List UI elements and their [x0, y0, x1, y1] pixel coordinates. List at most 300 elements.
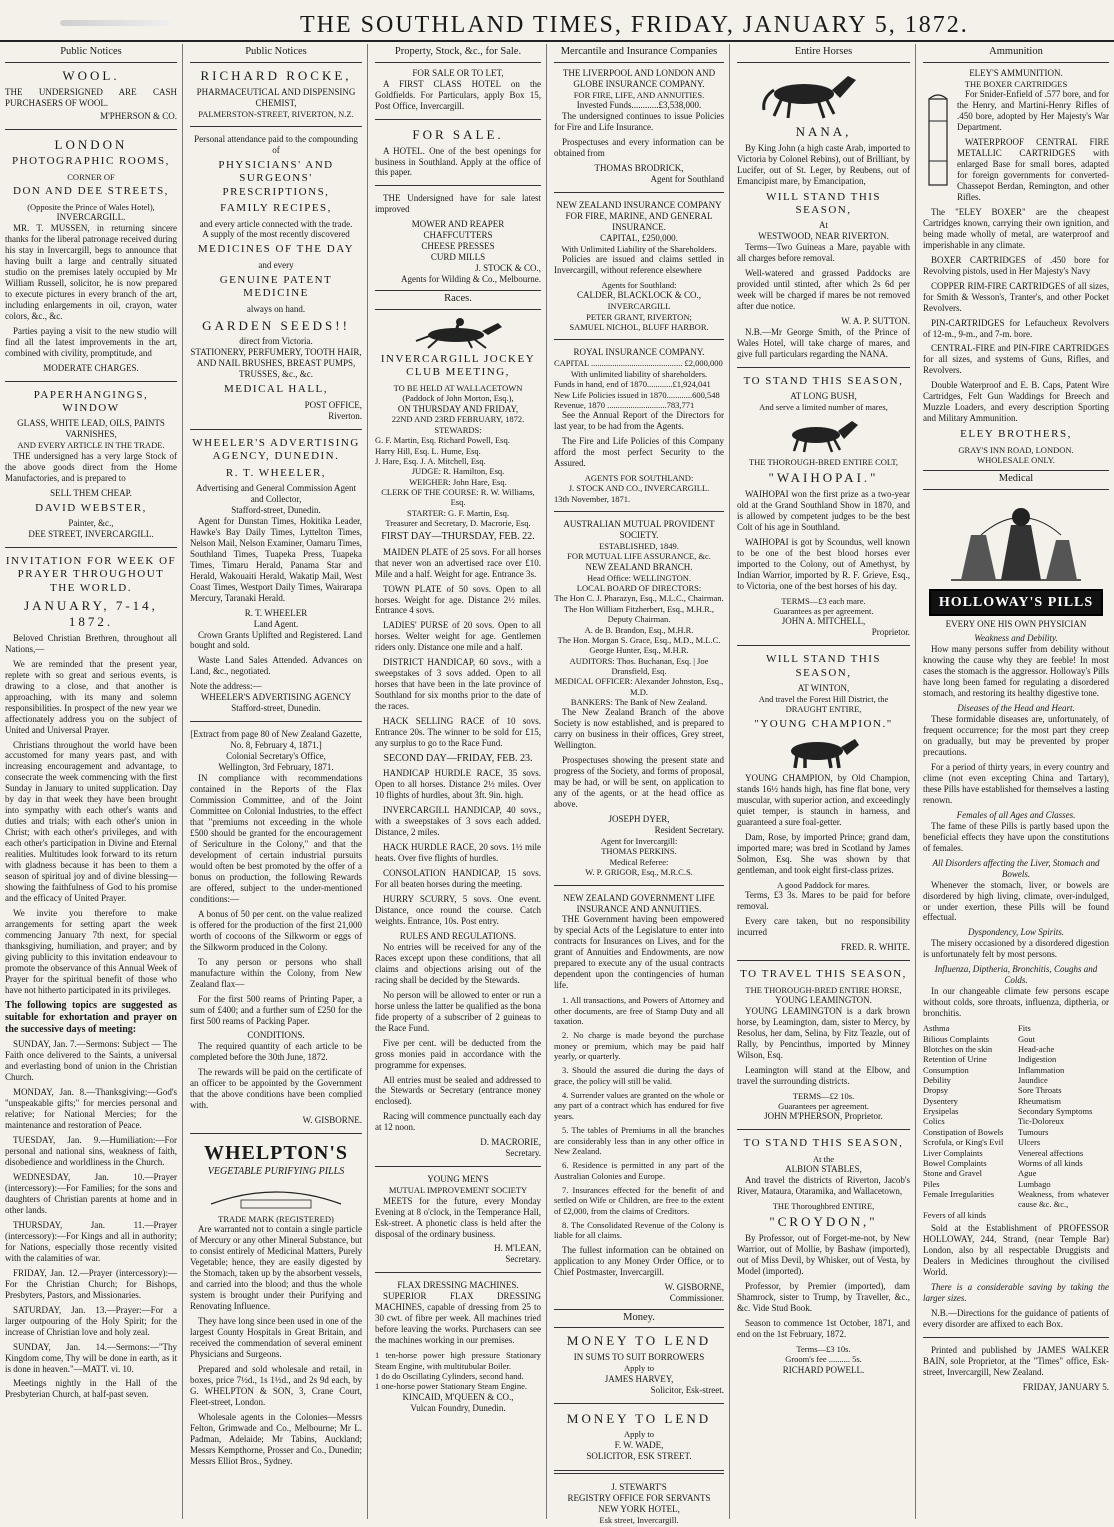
ad-line: (Opposite the Prince of Wales Hotel), [27, 201, 155, 212]
med-subhead: Diseases of the Head and Heart. [957, 703, 1075, 714]
race-entry: TOWN PLATE of 50 sovs. Open to all horses. Weight for age. Distance 2½ miles. Entrance 4 sovs. [375, 583, 541, 616]
ad-line: THOMAS PERKINS. [601, 846, 677, 857]
ad-title: MONEY TO LEND [566, 1333, 712, 1349]
ad-line: FOR FIRE, LIFE, AND ANNUITIES. [573, 89, 705, 100]
horse-terms: Terms, £3 3s. Mares to be paid for before removal. [737, 890, 910, 912]
ad-subtitle: PHOTOGRAPHIC ROOMS, [12, 155, 170, 168]
notice-para: Christians throughout the world have been accustomed for many years past, and with increasing encouragement and advantage, to consecrate the week commencing with the first Sunday in January to united supplication. Day by day in that week they have been brought into sympathy with each other's wants and duties and trials; with each other's union in Christ; with each other's privileges, and with each other's participation in Divine and Eternal realities. Multitudes look forward to its return with gladness because it has been to them a season of spiritual joy and of divine blessing—showing the faithfulness of God to his promise and the efficacy of United Prayer. [5, 739, 177, 904]
column-property-races [370, 44, 547, 1519]
ad-line: FAMILY RECIPES, [220, 202, 332, 215]
divider [923, 1337, 1109, 1338]
ad-line: Head Office: WELLINGTON. [586, 572, 692, 583]
horse-pedigree: By Professor, out of Forget-me-not, by New Warrior, out of Mollie, by Bashaw (imported), out of Miss Devil, by Whisker, out of Vesta, by Model (imported). [737, 1233, 910, 1277]
race-line: STEWARDS: [434, 424, 482, 435]
ad-line: Apply to [624, 1429, 654, 1440]
ad-body: A FIRST CLASS HOTEL on the Goldfields. For Particulars, apply Box 15, Post Office, Invercargill. [375, 78, 541, 111]
ad-body: Waste Land Sales Attended. Advances on Land, &c., negotiated. [190, 655, 362, 677]
horse-signature: RICHARD POWELL. [782, 1364, 865, 1375]
med-para: These formidable diseases are, unfortunately, of frequent occurrence; for the most part they creep on gradually, but may be prevented by proper precautions. [923, 714, 1109, 757]
whelpton-trademark: TRADE MARK (REGISTERED) [218, 1213, 334, 1224]
ad-clause: 1. All transactions, and Powers of Attorney and other documents, are free of Stamp Duty and all taxation. [554, 995, 724, 1026]
divider [5, 129, 177, 130]
med-subhead: Weakness and Debility. [974, 633, 1058, 644]
ad-body: A HOTEL. One of the best openings for business in Southland. Apply at the office of this paper. [375, 145, 541, 178]
ad-title: LONDON [54, 136, 128, 152]
ad-line: Stafford-street, Dunedin. [231, 504, 321, 515]
divider [190, 429, 362, 430]
column-public-notices-2 [185, 44, 368, 1519]
divider [375, 1166, 541, 1167]
race-rule: No entries will be received for any of the Races except upon these conditions, that all claims and objections arising out of the racing shall be decided by the Stewards. [375, 941, 541, 985]
ad-body: Are warranted not to contain a single particle of Mercury or any other Mineral Substance, but to consist entirely of Medicinal Matters, Purely Vegetable; hence, they are easily digested by the Stomach, taken up by the absorbent vessels, and carried into the blood; and thus the whole system is brought under their Purifying and Renovating Influence. [190, 1224, 362, 1311]
horse-line: Guarantees per agreement. [778, 1101, 869, 1111]
printer-date: FRIDAY, JANUARY 5. [1022, 1381, 1109, 1392]
race-line: ON THURSDAY AND FRIDAY, [397, 403, 519, 414]
ad-line: With unlimited liability of shareholders. [570, 368, 708, 379]
ad-clause: 6. Residence is permitted in any part of the Australian Colonies and Europe. [554, 1160, 724, 1181]
race-day: FIRST DAY—THURSDAY, FEB. 22. [381, 531, 535, 543]
horse-line: Guarantees as per agreement. [773, 606, 874, 616]
ad-line: Funds in hand, end of 1870............£1,924,041 [554, 379, 711, 390]
race-entry: CONSOLATION HANDICAP, 15 sovs. For all beaten horses during the meeting. [375, 868, 541, 889]
divider [190, 1133, 362, 1134]
ailment-item: Erysipelas [923, 1106, 959, 1117]
ad-title: PAPERHANGINGS, WINDOW [33, 388, 149, 414]
ad-line: AUDITORS: Thos. Buchanan, Esq. | Joe Dransfield, Esq. [569, 655, 709, 676]
ad-title: FOR SALE. [412, 126, 504, 142]
ad-line: Land Agent. [253, 618, 299, 629]
horse-body: YOUNG CHAMPION, by Old Champion, stands 16½ hands high, has fine flat bone, very muscular, with superior action, and exceedingly quiet temper, is staunch in harness, and guaranteed a sure foal-getter. [737, 773, 910, 828]
horse-body: WAIHOPAI won the first prize as a two-year old at the Grand Southland Show in 1870, and is allowed by competent judges to be the best Colt of his age in Southland. [737, 488, 910, 532]
whelpton-title: WHELPTON'S [203, 1142, 349, 1165]
horse-place: ALBION STABLES, [785, 1164, 862, 1175]
ad-item: 1 ten-horse power high pressure Stationary Steam Engine, with multitubular Boiler. [375, 1350, 541, 1371]
ailment-item: Female Irregularities [923, 1188, 995, 1199]
horse-body: Leamington will stand at the Elbow, and travel the surrounding districts. [737, 1064, 910, 1086]
ad-line: SAMUEL NICHOL, BLUFF HARBOR. [569, 322, 709, 333]
divider [737, 645, 910, 646]
ailment-item: Sore Throats [1018, 1085, 1062, 1096]
race-rule: All entries must be sealed and addressed to the Stewards or Secretary (entrance money enclosed). [375, 1074, 541, 1107]
divider [375, 185, 541, 186]
ad-line: INVERCARGILL [607, 301, 671, 312]
horse-name: YOUNG LEAMINGTON. [775, 994, 872, 1005]
ad-line: NEW ZEALAND BRANCH. [585, 561, 693, 572]
horse-line: At the [812, 1153, 834, 1164]
ad-item: CURD MILLS [430, 252, 486, 263]
notice-para: We invite you therefore to make arrangements for setting apart the week commencing January 7th next, for special thanksgiving, humiliation, and prayer; and by giving publicity to this invitation endeavour to promote the observance of this Annual Week of Prayer for the spiritual benefit of those who have not hitherto participated in its privileges. [5, 908, 177, 995]
horse-body: Professor, by Premier (imported), dam Shamrock, sister to Trump, by Traveller, &c., &c. Vide Stud Book. [737, 1281, 910, 1314]
ailment-item: Dysentery [923, 1095, 958, 1106]
notice-para: We are reminded that the present year, replete with so great and serious events, is drawing to a close, and that another is approaching, with its many and solemn responsibilities. In prospect of the new year we affectionately address you on the subject of United and Universal Prayer. [5, 658, 177, 735]
ad-line: CAPITAL ........................................... £2,000,000 [554, 358, 723, 369]
ad-line: POST OFFICE, [304, 399, 362, 410]
ad-line: and every article connected with the trade. [199, 218, 353, 229]
ailment-item: Worms of all kinds [1018, 1157, 1083, 1168]
race-line: Harry Hill, Esq. L. Hume, Esq. [375, 445, 481, 456]
ad-title: WHEELER'S ADVERTISING AGENCY, DUNEDIN. [192, 436, 360, 463]
ad-signature: W. GISBORNE, [664, 1281, 724, 1292]
whelpton-trade-mark-icon [201, 1182, 351, 1210]
race-line: J. Hare, Esq. J. A. Mitchell, Esq. [375, 455, 486, 466]
ad-clause: 3. Should the assured die during the days of grace, the policy will still be valid. [554, 1065, 724, 1086]
gazette-body: For the first 500 reams of Printing Paper, a sum of £400; and a further sum of £250 for the first 500 reams of Packing Paper. [190, 993, 362, 1026]
ad-line: VARNISHES, [65, 429, 117, 440]
divider [554, 885, 724, 886]
holloway-engraving-icon [941, 495, 1091, 585]
section-heading: Money. [554, 1309, 724, 1329]
ad-line: MEDICINES OF THE DAY [197, 243, 355, 256]
divider [190, 721, 362, 722]
horse-body: Well-watered and grassed Paddocks are provided until stinted, after which 2s 6d per week will be charged if mares be not removed after due notice. [737, 268, 910, 312]
horse-name: NANA, [795, 123, 852, 139]
ad-line: Vulcan Foundry, Dunedin. [410, 1402, 506, 1413]
ad-body: COPPER RIM-FIRE CARTRIDGES of all sizes, for Smith & Wesson's, Tranter's, and other Pocket Revolvers. [923, 280, 1109, 313]
ad-body: MEETS for the future, every Monday Evening at 8 o'clock, in the Temperance Hall, Esk-street. A phonetic class is held after the disposal of the ordinary business. [375, 1195, 541, 1239]
ad-line: IN SUMS TO SUIT BORROWERS [573, 1352, 705, 1363]
ad-line: PALMERSTON-STREET, RIVERTON, N.Z. [198, 108, 354, 119]
ad-signature: JOSEPH DYER, [608, 814, 670, 825]
racehorse-jockey-icon [398, 315, 518, 349]
ailment-item: Inflammation [1018, 1064, 1065, 1075]
column-ammunition-medical [918, 44, 1114, 1519]
ad-body: MR. T. MUSSEN, in returning sincere thanks for the liberal patronage received during his stay in Invercargill, begs to announce that having built a large and centrally situated studio on the premises lately occupied by Mr William Russell, solicitor, he is now prepared to execute pictures in every branch of the art, including enlargements in oil, crayon, water colors, &c., &c. [5, 222, 177, 321]
med-para: Whenever the stomach, liver, or bowels are disordered by high living, climate, over-indulged, or under exertion, these Pills will be found effectual. [923, 879, 1109, 923]
ad-line: GRAY'S INN ROAD, LONDON. [958, 444, 1074, 455]
horse-name: "YOUNG CHAMPION." [754, 717, 893, 730]
ad-title: WOOL. [62, 67, 120, 83]
ad-signature: R. T. WHEELER [244, 607, 308, 618]
ad-line: Painter, &c., [68, 517, 114, 528]
ailment-item: Ulcers [1018, 1137, 1041, 1148]
med-para: In our changeable climate few persons escape without colds, sore throats, influenza, diptheria, or bronchitis. [923, 986, 1109, 1019]
ad-line: GENUINE PATENT MEDICINE [219, 273, 333, 300]
gazette-body: A bonus of 50 per cent. on the value realized is offered for the production of the first 21,000 worth of cocoons of the Silkworm or eggs of the Silkworm produced in the Colony. [190, 908, 362, 952]
notice-topic: Meetings nightly in the Hall of the Presbyterian Church, at half-past seven. [5, 1378, 177, 1400]
ad-title: THE LIVERPOOL AND LONDON AND GLOBE INSURANCE COMPANY. [562, 67, 716, 89]
ad-clause: 5. The tables of Premiums in all the branches are considerably less than in any other office in New Zealand. [554, 1125, 724, 1156]
horse-icon [744, 68, 904, 120]
race-line: CLERK OF THE COURSE: R. W. Williams, Esq. [381, 487, 535, 508]
ailment-item: Fevers of all kinds [923, 1209, 987, 1220]
ailment-item: Lumbago [1018, 1178, 1051, 1189]
divider [737, 367, 910, 368]
race-line: JUDGE: R. Hamilton, Esq. [411, 466, 505, 477]
horse-line: A good Paddock for mares. [777, 879, 870, 890]
gazette-body: The required quantity of each article to be completed before the 30th June, 1872. [190, 1041, 362, 1063]
notice-subhead: The following topics are suggested as suitable for exhortation and prayer on the successive days of meeting: [5, 999, 177, 1036]
ad-line: Solicitor, Esk-street. [650, 1384, 724, 1395]
ad-line: Invested Funds............£3,538,000. [576, 100, 702, 111]
ad-body: Wholesale agents in the Colonies—Messrs Felton, Grimwade and Co., Melbourne; Mr L. Padman, Adelaide; Mr Tabins, Auckland; Messrs Kempthorne, Prosser and Co., Dunedin; Messrs Elliot Bros., Sydney. [190, 1411, 362, 1466]
ad-line: CALDER, BLACKLOCK & CO., [576, 290, 701, 301]
ad-title: MONEY TO LEND [566, 1410, 712, 1426]
ad-signature: THOMAS BRODRICK, [594, 162, 684, 173]
ad-line: ESTABLISHED, 1849. [599, 541, 679, 552]
gazette-line: No. 8, February 4, 1871.] [230, 740, 322, 751]
ad-line: PHARMACEUTICAL AND DISPENSING CHEMIST, [196, 86, 356, 108]
notice-topic: SUNDAY, Jan. 14.—Sermons:—"Thy Kingdom come, Thy will be done in earth, as it is done in heaven."—MATT. vi. 10. [5, 1341, 177, 1374]
ad-line: Agent for Southland [650, 173, 724, 184]
ad-title: AUSTRALIAN MUTUAL PROVIDENT SOCIETY. [563, 519, 715, 541]
race-line: 22ND AND 23RD FEBRUARY, 1872. [391, 414, 525, 425]
ailment-item: Constipation of Bowels [923, 1126, 1004, 1137]
ad-title: FOR SALE OR TO LET, [412, 67, 504, 78]
race-entry: HANDICAP HURDLE RACE, 35 sovs. Open to all horses. Distance 2½ miles. Over 10 flights of hurdles, about 3ft. 9in. high. [375, 768, 541, 801]
holloway-brand: HOLLOWAY'S PILLS [929, 589, 1103, 616]
ad-body: THE UNDERSIGNED ARE CASH PURCHASERS OF WOOL. [5, 86, 177, 108]
ad-body: For Snider-Enfield of .577 bore, and for the Henry, and Martini-Henry Rifles of .450 bore, adopted by Her Majesty's War Department. [957, 89, 1109, 133]
section-heading: Public Notices [190, 44, 362, 63]
ad-signature: ELEY BROTHERS, [960, 428, 1072, 441]
divider [554, 339, 724, 340]
divider [737, 1129, 910, 1130]
divider [5, 547, 177, 548]
ad-item: 1 one-horse power Stationary Steam Engine. [375, 1381, 528, 1392]
printer-imprint: Printed and published by JAMES WALKER BAIN, sole Proprietor, at the "Times" office, Esk-street, Invercargill, New Zealand. [923, 1344, 1109, 1377]
race-entry: LADIES' PURSE of 20 sovs. Open to all horses. Welter weight for age. Gentlemen riders only. Distance one mile and a half. [375, 620, 541, 653]
ad-line: AND EVERY ARTICLE IN THE TRADE. [17, 440, 165, 451]
horse-line: DRAUGHT ENTIRE, [785, 704, 862, 715]
section-heading: Ammunition [923, 44, 1109, 63]
ad-line: DEE STREET, INVERCARGILL. [28, 528, 154, 539]
horse-line: THE THOROUGH-BRED ENTIRE COLT, [748, 456, 899, 467]
ad-line: Esk street, Invercargill. [599, 1514, 679, 1525]
ailment-item: Dropsy [923, 1085, 949, 1096]
section-heading: Property, Stock, &c., for Sale. [375, 44, 541, 63]
ailment-item: Tumours [1018, 1126, 1049, 1137]
ad-line: Note the address:— [190, 681, 262, 692]
cartridge-icon [923, 91, 953, 191]
ailment-item: Stone and Gravel [923, 1168, 983, 1179]
ad-body: BOXER CARTRIDGES of .450 bore for Revolving pistols, used in Her Majesty's Navy [923, 254, 1109, 276]
ad-line: George Hunter, Esq., M.H.R. [589, 645, 689, 656]
ailment-item: Fits [1018, 1023, 1031, 1034]
med-para: For a period of thirty years, in every country and clime (not even excepting China and Tartary), these Pills have established for themselves a lasting renown. [923, 761, 1109, 805]
ad-body: Prospectuses showing the present state and progress of the Society, and forms of proposal, may be had, or will be sent, on application to any of the agents, or at the head office as above. [554, 755, 724, 810]
ad-line: Commissioner. [669, 1292, 724, 1303]
ailment-item: Bilious Complaints [923, 1033, 989, 1044]
ad-line: Agents for Wilding & Co., Melbourne. [401, 274, 541, 285]
horse-signature: JOHN M'PHERSON, Proprietor. [764, 1111, 883, 1122]
horse-note: N.B.—Mr George Smith, of the Prince of Wales Hotel, will take charge of mares, and give full particulars regarding the NANA. [737, 327, 910, 359]
gazette-signature: W. GISBORNE. [302, 1115, 362, 1126]
ailment-item: Debility [923, 1074, 951, 1085]
ad-body: WATERPROOF CENTRAL FIRE METALLIC CARTRIDGES with enlarged Base for small bores, adapted for foreign governments for converted-Chassepot Berdan, Remington, and other Rifles. [957, 137, 1109, 202]
race-line: G. F. Martin, Esq. Richard Powell, Esq. [375, 435, 510, 446]
ad-line: always on hand. [246, 303, 306, 314]
ad-title: YOUNG MEN'S [427, 1174, 489, 1185]
ailment-item: Tic-Doloreux [1018, 1116, 1064, 1127]
gazette-line: [Extract from page 80 of New Zealand Gazette, [190, 729, 362, 740]
race-day: SECOND DAY—FRIDAY, FEB. 23. [383, 753, 533, 765]
horse-signature: JOHN A. MITCHELL, [781, 616, 866, 627]
horse-signature: FRED. R. WHITE. [840, 942, 910, 953]
divider [375, 1272, 541, 1273]
ad-body: The Fire and Life Policies of this Company afford the most perfect Security to the Assured. [554, 436, 724, 469]
ad-line: Advertising and General Commission Agent and Collector, [196, 482, 356, 504]
ad-line: SOLICITOR, ESK STREET. [586, 1450, 692, 1461]
divider [737, 960, 910, 961]
ad-line: and every [258, 259, 294, 270]
med-subhead: Females of all Ages and Classes. [956, 809, 1076, 820]
ad-body: Agent for Dunstan Times, Hokitika Leader, Hawke's Bay Daily Times, Lyttelton Times, Nelson Mail, Nelson Examiner, Oamaru Times, Southland Times, Tuapeka Press, Tuapeka Times, Timaru Herald, Panama Star and Herald, Wakouaiti Herald, Wakatip Mail, West Coast Times, Westport Daily Times, Wairarapa Mercury, Taranaki Herald. [190, 515, 362, 603]
ad-title: ELEY'S AMMUNITION. [969, 67, 1063, 78]
column-entire-horses [732, 44, 916, 1519]
ad-line: CORNER OF [67, 171, 115, 182]
ad-body: CENTRAL-FIRE and PIN-FIRE CARTRIDGES for all sizes, and systems of Guns, Rifles, and Revolvers. [923, 343, 1109, 376]
race-entry: INVERCARGILL HANDICAP, 40 sovs., with a sweepstakes of 3 sovs each added. Distance, 2 miles. [375, 805, 541, 838]
ad-body: Policies are issued and claims settled in Invercargill, without reference elsewhere [554, 254, 724, 276]
ailment-item: Consumption [923, 1064, 969, 1075]
section-heading: Races. [375, 290, 541, 310]
race-line: Secretary. [505, 1148, 541, 1159]
horse-body: YOUNG LEAMINGTON is a dark brown horse, by Leamington, dam, sister to Mercy, by Resolus, her dam, Selina, by Fitz Teazle, out of Rally, by Pencinthus, imported by Minney Wilson, Esq. [737, 1005, 910, 1060]
ad-line: LOCAL BOARD OF DIRECTORS: [576, 583, 702, 594]
section-heading: Entire Horses [737, 44, 910, 63]
ad-body: THE undersigned has a very large Stock of the above goods direct from the Home Manufactories, and is prepared to [5, 450, 177, 483]
horse-line: THE Thoroughbred ENTIRE, [772, 1201, 875, 1211]
ad-line: A supply of the most recently discovered [202, 229, 350, 240]
ad-signature: KINCAID, M'QUEEN & CO., [402, 1391, 514, 1402]
notice-topic: MONDAY, Jan. 8.—Thanksgiving:—God's "unspeakable gifts;" for mercies personal and relative; for National Mercies; for the maintenance and restoration of Peace. [5, 1087, 177, 1131]
ailment-item: Indigestion [1018, 1054, 1057, 1065]
ad-line: The Hon. Morgan S. Grace, Esq., M.D., M.L.C. [557, 634, 721, 645]
ad-body: SUPERIOR FLAX DRESSING MACHINES, capable of dressing from 25 to 30 cwt. of fibre per week. All machines tried before leaving the works. Purchasers can see the machines working in our premises. [375, 1291, 541, 1346]
ad-title: ROYAL INSURANCE COMPANY. [573, 347, 705, 358]
notice-topic: FRIDAY, Jan. 12.—Prayer (intercessory):—For the Christian Church; for Bishops, Presbyters, Pastors, and Missionaries. [5, 1267, 177, 1300]
race-line: Treasurer and Secretary, D. Macrorie, Esq. [385, 518, 531, 529]
ad-body: See the Annual Report of the Directors for last year, to be had from the Agents. [554, 410, 724, 432]
ad-signature: M'PHERSON & CO. [100, 110, 177, 121]
horse-place: WESTWOOD, NEAR RIVERTON. [758, 231, 889, 242]
ad-body: They have long since been used in one of the largest County Hospitals in Great Britain, and received the commendation of several eminent Physicians and Surgeons. [190, 1315, 362, 1359]
horse-line: And travel the districts of Riverton, Jacob's River, Mataura, Otaramika, and Wallacetown, [737, 1175, 910, 1197]
ad-line: MODERATE CHARGES. [43, 362, 139, 373]
horse-terms: TERMS—£3 each mare. [781, 595, 866, 606]
race-rule: Racing will commence punctually each day at 12 noon. [375, 1111, 541, 1133]
med-para: How many persons suffer from debility without knowing the cause why they are feeble! In most cases the stomach is the aggressor. Holloway's Pills have long been famed for regulating a disordered stomach, and restoring its healthy digestive tone. [923, 644, 1109, 699]
masthead [0, 8, 1114, 42]
holloway-slogan: EVERY ONE HIS OWN PHYSICIAN [945, 619, 1087, 630]
ad-line: W. P. GRIGOR, Esq., M.R.C.S. [585, 867, 693, 878]
ad-body: Prepared and sold wholesale and retail, in boxes, price 7½d., 1s 1½d., and 2s 9d each, by G. WHELPTON & SON, 3, Crane Court, Fleet-street, London. [190, 1363, 362, 1407]
ad-line: REGISTRY OFFICE FOR SERVANTS [567, 1492, 711, 1503]
ad-body: The "ELEY BOXER" are the cheapest Cartridges known, carrying their own ignition, and being made wholly of metal, are waterproof and imperishable in any climate. [923, 206, 1109, 250]
ad-line: The Hon William Fitzherbert, Esq., M.H.R., Deputy Chairman. [563, 603, 715, 625]
ad-title: NEW ZEALAND INSURANCE COMPANY FOR FIRE, MARINE, AND GENERAL INSURANCE. [556, 199, 722, 232]
race-rules-head: RULES AND REGULATIONS. [399, 930, 517, 941]
section-heading: Mercantile and Insurance Companies [554, 44, 724, 63]
ad-clause: 4. Surrender values are granted on the whole or any part of a contract which has endured for five years. [554, 1090, 724, 1121]
ad-line: Personal attendance paid to the compounding of [194, 133, 358, 155]
ad-signature: JAMES HARVEY, [604, 1373, 674, 1384]
horse-name: "WAIHOPAI." [768, 470, 879, 486]
notice-topic: SUNDAY, Jan. 7.—Sermons: Subject — The Faith once delivered to the Saints, a universal and everlasting bond of union in the Christian Church. [5, 1039, 177, 1083]
ad-line: Medical Referee: [609, 856, 669, 867]
gazette-subhead: CONDITIONS. [247, 1030, 305, 1041]
horse-line: Groom's fee .......... 5s. [785, 1354, 862, 1365]
ad-body: Parties paying a visit to the new studio will find all the latest improvements in the art, combined with civility, promptitude, and [5, 325, 177, 358]
ailment-item: Weakness, from whatever cause &c. &c., [1018, 1188, 1109, 1210]
ad-signature: H. M'LEAN, [494, 1243, 541, 1254]
ad-line: MEDICAL OFFICER: Alexander Johnston, Esq., M.D. [554, 676, 724, 697]
ad-name: RICHARD ROCKE, [200, 67, 352, 83]
whelpton-arc-text: VEGETABLE PURIFYING PILLS [207, 1165, 345, 1177]
notice-topic: WEDNESDAY, Jan. 10.—Prayer (intercessory):—For Families; for the sons and daughters of Christian parents at home and in other lands. [5, 1172, 177, 1215]
ad-body: The fullest information can be obtained on application to any Money Order Office, or to Chief Postmaster, Invercargill. [554, 1244, 724, 1277]
ad-item: MOWER AND REAPER [411, 219, 505, 230]
ad-line: INVERCARGILL. [56, 211, 126, 222]
ailment-item: Bowel Complaints [923, 1157, 987, 1168]
race-entry: HACK HURDLE RACE, 20 sovs. 1½ mile heats. Over five flights of hurdles. [375, 842, 541, 864]
ad-line: New Life Policies issued in 1870............600,548 [554, 389, 720, 400]
ad-item: CHEESE PRESSES [421, 241, 495, 252]
horse-stand: TO STAND THIS SEASON, [743, 374, 904, 387]
ad-line: PETER GRANT, RIVERTON; [586, 311, 692, 322]
ad-line: direct from Victoria. [239, 336, 313, 347]
gazette-line: Wellington, 3rd February, 1871. [218, 762, 334, 773]
race-entry: MAIDEN PLATE of 25 sovs. For all horses that never won an advertised race over £10. Mile and a half. Weight for age. Entrance 3s. [375, 546, 541, 579]
ad-line: FOR MUTUAL LIFE ASSURANCE, &c. [567, 551, 711, 562]
ailment-item: Retention of Urine [923, 1054, 987, 1065]
horse-place: AT LONG BUSH, [790, 391, 857, 402]
ad-line: Agents for Southland: [601, 280, 677, 291]
ad-body: The undersigned continues to issue Policies for Fire and Life Insurance. [554, 111, 724, 133]
ad-signature: F. W. WADE, [614, 1439, 664, 1450]
ad-body: Prospectuses and every information can be obtained from [554, 137, 724, 158]
ink-smudge [60, 20, 170, 26]
horse-body: WAIHOPAI is got by Scoundus, well known to be one of the best blood horses ever imported to the Colony, out of Amethyst, by Indian Warrior, imported by R. F. Grieve, Esq., to Victoria, one of the best horses of his day. [737, 536, 910, 591]
ad-line: Agent for Invercargill: [600, 836, 678, 847]
notice-dates: JANUARY, 7-14, 1872. [24, 598, 158, 629]
med-para: The misery occasioned by a disordered digestion is unfortunately felt by most persons. [923, 938, 1109, 960]
race-line: TO BE HELD AT WALLACETOWN [393, 382, 523, 393]
horse-icon [764, 417, 884, 453]
horse-stand: WILL STAND THIS SEASON, [765, 653, 882, 679]
ad-body: PIN-CARTRIDGES for Lefaucheux Revolvers of 12-m., 9-m., and 7-m. bore. [923, 317, 1109, 339]
divider [5, 381, 177, 382]
ad-line: Stafford-street, Dunedin. [231, 703, 321, 714]
horse-place: AT WINTON, [797, 683, 850, 694]
ad-line: With Unlimited Liability of the Shareholders. [561, 243, 717, 254]
horse-stand: TO STAND THIS SEASON, [743, 1137, 904, 1150]
med-subhead: Dyspondency, Low Spirits. [968, 927, 1064, 938]
ad-line: GLASS, WHITE LEAD, OILS, PAINTS [17, 418, 165, 429]
horse-line: At [819, 220, 828, 231]
ad-line: THE BOXER CARTRIDGES [964, 78, 1068, 89]
race-entry: HURRY SCURRY, 5 sovs. One event. Distance, once round the course. Catch weights. Entrance, 10s. Post entry. [375, 893, 541, 926]
ad-line: MUTUAL IMPROVEMENT SOCIETY [388, 1185, 528, 1196]
horse-stand: TO TRAVEL THIS SEASON, [740, 968, 907, 981]
ad-line: WHEELER'S ADVERTISING AGENCY [200, 692, 352, 703]
draught-horse-icon [769, 735, 879, 769]
ad-name: DAVID WEBSTER, [35, 501, 147, 514]
ailment-item: Jaundice [1018, 1074, 1048, 1085]
ad-line: Secretary. [505, 1254, 541, 1265]
ailment-item: Scrofula, or King's Evil [923, 1137, 1004, 1148]
horse-pedigree: By King John (a high caste Arab, imported to Victoria by Colonel Rebins), out of Brilliant, by Lucifer, out of St. Leger, by Reubens, out of Emancipist mare, by Emancipation, [737, 142, 910, 186]
race-entry: HACK SELLING RACE of 10 sovs. Entrance 20s. The winner to be sold for £15, any surplus to go to the Race Fund. [375, 716, 541, 749]
ailment-item: Venereal affections [1018, 1147, 1084, 1158]
divider [554, 511, 724, 512]
ad-clause: 7. Insurances effected for the benefit of and settled on Wife or Children, are free to the extent of £2,000, from the claims of Creditors. [554, 1185, 724, 1216]
ailment-item: Colics [923, 1116, 945, 1127]
ad-line: CAPITAL, £250,000. [600, 232, 678, 243]
divider [554, 192, 724, 193]
race-rule: No person will be allowed to enter or run a horse unless the latter be qualified as the bona fide property of a subscriber of 2 guineas to the Race Fund. [375, 989, 541, 1033]
ad-item: CHAFFCUTTERS [423, 230, 493, 241]
